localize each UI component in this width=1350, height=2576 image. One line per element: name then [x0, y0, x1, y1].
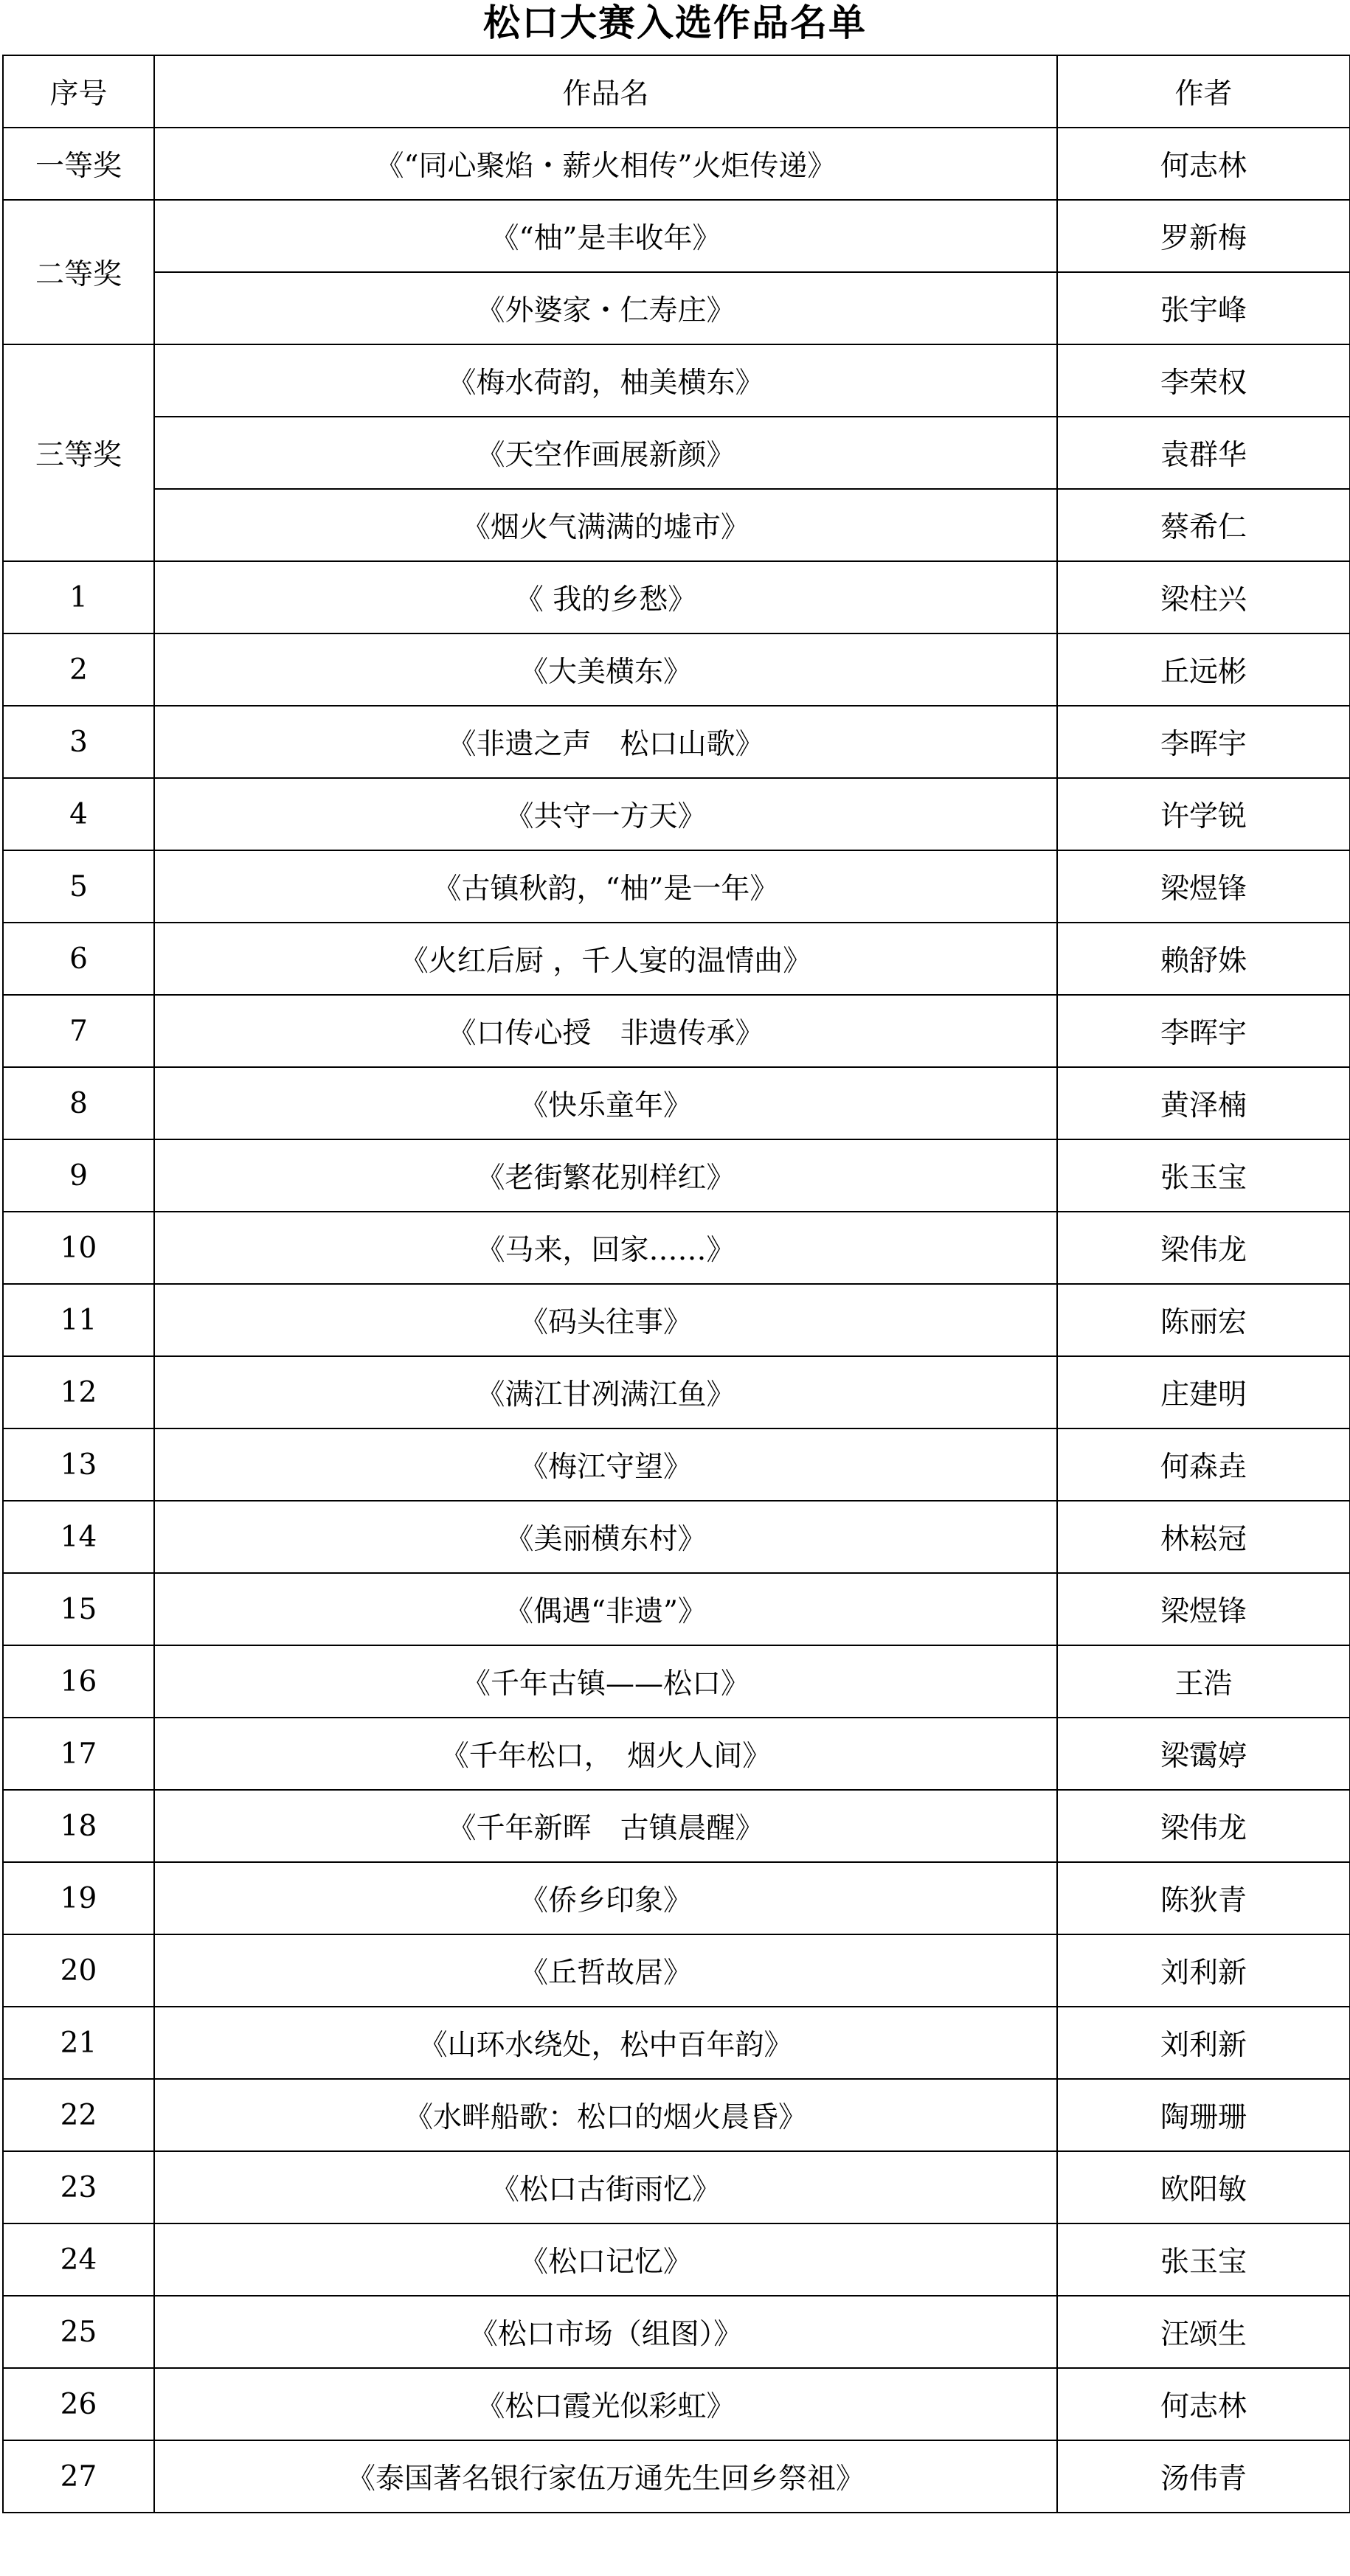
table-row — [3, 1862, 1350, 1934]
table-row — [3, 2440, 1350, 2513]
work-author: 梁伟龙 — [1057, 1212, 1350, 1284]
table-row — [3, 1067, 1350, 1139]
entry-seq: 14 — [3, 1501, 154, 1573]
page-title: 松口大赛入选作品名单 — [483, 1, 867, 44]
table-body — [3, 128, 1350, 2513]
work-title: 《千年古镇——松口》 — [154, 1645, 1057, 1718]
work-author: 梁柱兴 — [1057, 561, 1350, 633]
work-author: 李晖宇 — [1057, 995, 1350, 1067]
work-title: 《外婆家・仁寿庄》 — [154, 272, 1057, 344]
work-author: 王浩 — [1057, 1645, 1350, 1718]
header-title: 作品名 — [154, 55, 1057, 128]
table-row — [3, 1501, 1350, 1573]
work-author: 刘利新 — [1057, 1934, 1350, 2007]
table-row — [3, 1718, 1350, 1790]
work-author: 陈丽宏 — [1057, 1284, 1350, 1356]
entry-seq: 9 — [3, 1139, 154, 1212]
work-author: 黄泽楠 — [1057, 1067, 1350, 1139]
entry-seq: 4 — [3, 778, 154, 850]
work-title: 《老街繁花别样红》 — [154, 1139, 1057, 1212]
entry-seq: 2 — [3, 633, 154, 706]
entry-seq: 16 — [3, 1645, 154, 1718]
prize-label: 二等奖 — [3, 200, 154, 344]
entry-seq: 3 — [3, 706, 154, 778]
entry-seq: 7 — [3, 995, 154, 1067]
work-title: 《松口古街雨忆》 — [154, 2151, 1057, 2223]
table-row — [3, 1139, 1350, 1212]
work-title: 《马来，回家……》 — [154, 1212, 1057, 1284]
work-author: 张玉宝 — [1057, 2223, 1350, 2296]
entry-seq: 15 — [3, 1573, 154, 1645]
work-author: 梁伟龙 — [1057, 1790, 1350, 1862]
table-row — [3, 1645, 1350, 1718]
work-author: 欧阳敏 — [1057, 2151, 1350, 2223]
entry-seq: 19 — [3, 1862, 154, 1934]
entry-seq: 24 — [3, 2223, 154, 2296]
table-row — [3, 1934, 1350, 2007]
entry-seq: 13 — [3, 1428, 154, 1501]
work-title: 《偶遇“非遗”》 — [154, 1573, 1057, 1645]
table-row — [3, 1284, 1350, 1356]
prize-row — [3, 489, 1350, 561]
entry-seq: 20 — [3, 1934, 154, 2007]
work-title: 《千年新晖 古镇晨醒》 — [154, 1790, 1057, 1862]
entry-seq: 26 — [3, 2368, 154, 2440]
work-title: 《水畔船歌：松口的烟火晨昏》 — [154, 2079, 1057, 2151]
work-author: 罗新梅 — [1057, 200, 1350, 272]
prize-label: 一等奖 — [3, 128, 154, 200]
table-row — [3, 633, 1350, 706]
work-author: 梁霭婷 — [1057, 1718, 1350, 1790]
work-author: 何志林 — [1057, 2368, 1350, 2440]
entry-seq: 17 — [3, 1718, 154, 1790]
prize-row — [3, 200, 1350, 272]
entry-seq: 6 — [3, 923, 154, 995]
prize-row — [3, 128, 1350, 200]
entry-seq: 1 — [3, 561, 154, 633]
work-author: 何森垚 — [1057, 1428, 1350, 1501]
table-header-row — [3, 55, 1350, 128]
work-title: 《大美横东》 — [154, 633, 1057, 706]
work-title: 《丘哲故居》 — [154, 1934, 1057, 2007]
work-author: 汤伟青 — [1057, 2440, 1350, 2513]
work-title: 《烟火气满满的墟市》 — [154, 489, 1057, 561]
award-list-table — [2, 55, 1350, 2513]
entry-seq: 23 — [3, 2151, 154, 2223]
table-row — [3, 2296, 1350, 2368]
work-title: 《山环水绕处，松中百年韵》 — [154, 2007, 1057, 2079]
table-row — [3, 995, 1350, 1067]
table-row — [3, 2223, 1350, 2296]
work-author: 张宇峰 — [1057, 272, 1350, 344]
table-row — [3, 1573, 1350, 1645]
table-row — [3, 1428, 1350, 1501]
work-author: 李荣权 — [1057, 344, 1350, 417]
work-title: 《快乐童年》 — [154, 1067, 1057, 1139]
table-row — [3, 2079, 1350, 2151]
work-title: 《泰国著名银行家伍万通先生回乡祭祖》 — [154, 2440, 1057, 2513]
work-title: 《美丽横东村》 — [154, 1501, 1057, 1573]
work-title: 《千年松口， 烟火人间》 — [154, 1718, 1057, 1790]
entry-seq: 25 — [3, 2296, 154, 2368]
work-author: 刘利新 — [1057, 2007, 1350, 2079]
work-author: 张玉宝 — [1057, 1139, 1350, 1212]
table-row — [3, 1212, 1350, 1284]
entry-seq: 10 — [3, 1212, 154, 1284]
entry-seq: 27 — [3, 2440, 154, 2513]
table-row — [3, 923, 1350, 995]
entry-seq: 11 — [3, 1284, 154, 1356]
work-author: 蔡希仁 — [1057, 489, 1350, 561]
entry-seq: 5 — [3, 850, 154, 923]
work-author: 梁煜锋 — [1057, 850, 1350, 923]
entry-seq: 12 — [3, 1356, 154, 1428]
work-author: 庄建明 — [1057, 1356, 1350, 1428]
header-author: 作者 — [1057, 55, 1350, 128]
entry-seq: 22 — [3, 2079, 154, 2151]
work-title: 《古镇秋韵，“柚”是一年》 — [154, 850, 1057, 923]
work-title: 《火红后厨 ，千人宴的温情曲》 — [154, 923, 1057, 995]
work-author: 何志林 — [1057, 128, 1350, 200]
work-author: 梁煜锋 — [1057, 1573, 1350, 1645]
table-row — [3, 2368, 1350, 2440]
work-title: 《松口记忆》 — [154, 2223, 1057, 2296]
work-title: 《共守一方天》 — [154, 778, 1057, 850]
table-row — [3, 561, 1350, 633]
prize-row — [3, 417, 1350, 489]
work-title: 《口传心授 非遗传承》 — [154, 995, 1057, 1067]
prize-row — [3, 344, 1350, 417]
prize-row — [3, 272, 1350, 344]
work-author: 赖舒姝 — [1057, 923, 1350, 995]
work-title: 《梅江守望》 — [154, 1428, 1057, 1501]
work-title: 《码头往事》 — [154, 1284, 1057, 1356]
work-title: 《天空作画展新颜》 — [154, 417, 1057, 489]
table-row — [3, 1790, 1350, 1862]
work-title: 《 我的乡愁》 — [154, 561, 1057, 633]
work-author: 陶珊珊 — [1057, 2079, 1350, 2151]
entry-seq: 18 — [3, 1790, 154, 1862]
entry-seq: 21 — [3, 2007, 154, 2079]
work-title: 《松口市场（组图）》 — [154, 2296, 1057, 2368]
table-row — [3, 706, 1350, 778]
work-title: 《“同心聚焰・薪火相传”火炬传递》 — [154, 128, 1057, 200]
work-author: 袁群华 — [1057, 417, 1350, 489]
work-author: 陈狄青 — [1057, 1862, 1350, 1934]
work-title: 《梅水荷韵，柚美横东》 — [154, 344, 1057, 417]
work-title: 《侨乡印象》 — [154, 1862, 1057, 1934]
header-seq: 序号 — [3, 55, 154, 128]
table-row — [3, 2007, 1350, 2079]
table-row — [3, 778, 1350, 850]
table-row — [3, 1356, 1350, 1428]
work-author: 许学锐 — [1057, 778, 1350, 850]
work-title: 《非遗之声 松口山歌》 — [154, 706, 1057, 778]
work-author: 汪颂生 — [1057, 2296, 1350, 2368]
work-author: 林崧冠 — [1057, 1501, 1350, 1573]
work-author: 丘远彬 — [1057, 633, 1350, 706]
prize-label: 三等奖 — [3, 344, 154, 561]
work-title: 《“柚”是丰收年》 — [154, 200, 1057, 272]
work-title: 《满江甘冽满江鱼》 — [154, 1356, 1057, 1428]
work-title: 《松口霞光似彩虹》 — [154, 2368, 1057, 2440]
table-row — [3, 850, 1350, 923]
work-author: 李晖宇 — [1057, 706, 1350, 778]
table-row — [3, 2151, 1350, 2223]
entry-seq: 8 — [3, 1067, 154, 1139]
